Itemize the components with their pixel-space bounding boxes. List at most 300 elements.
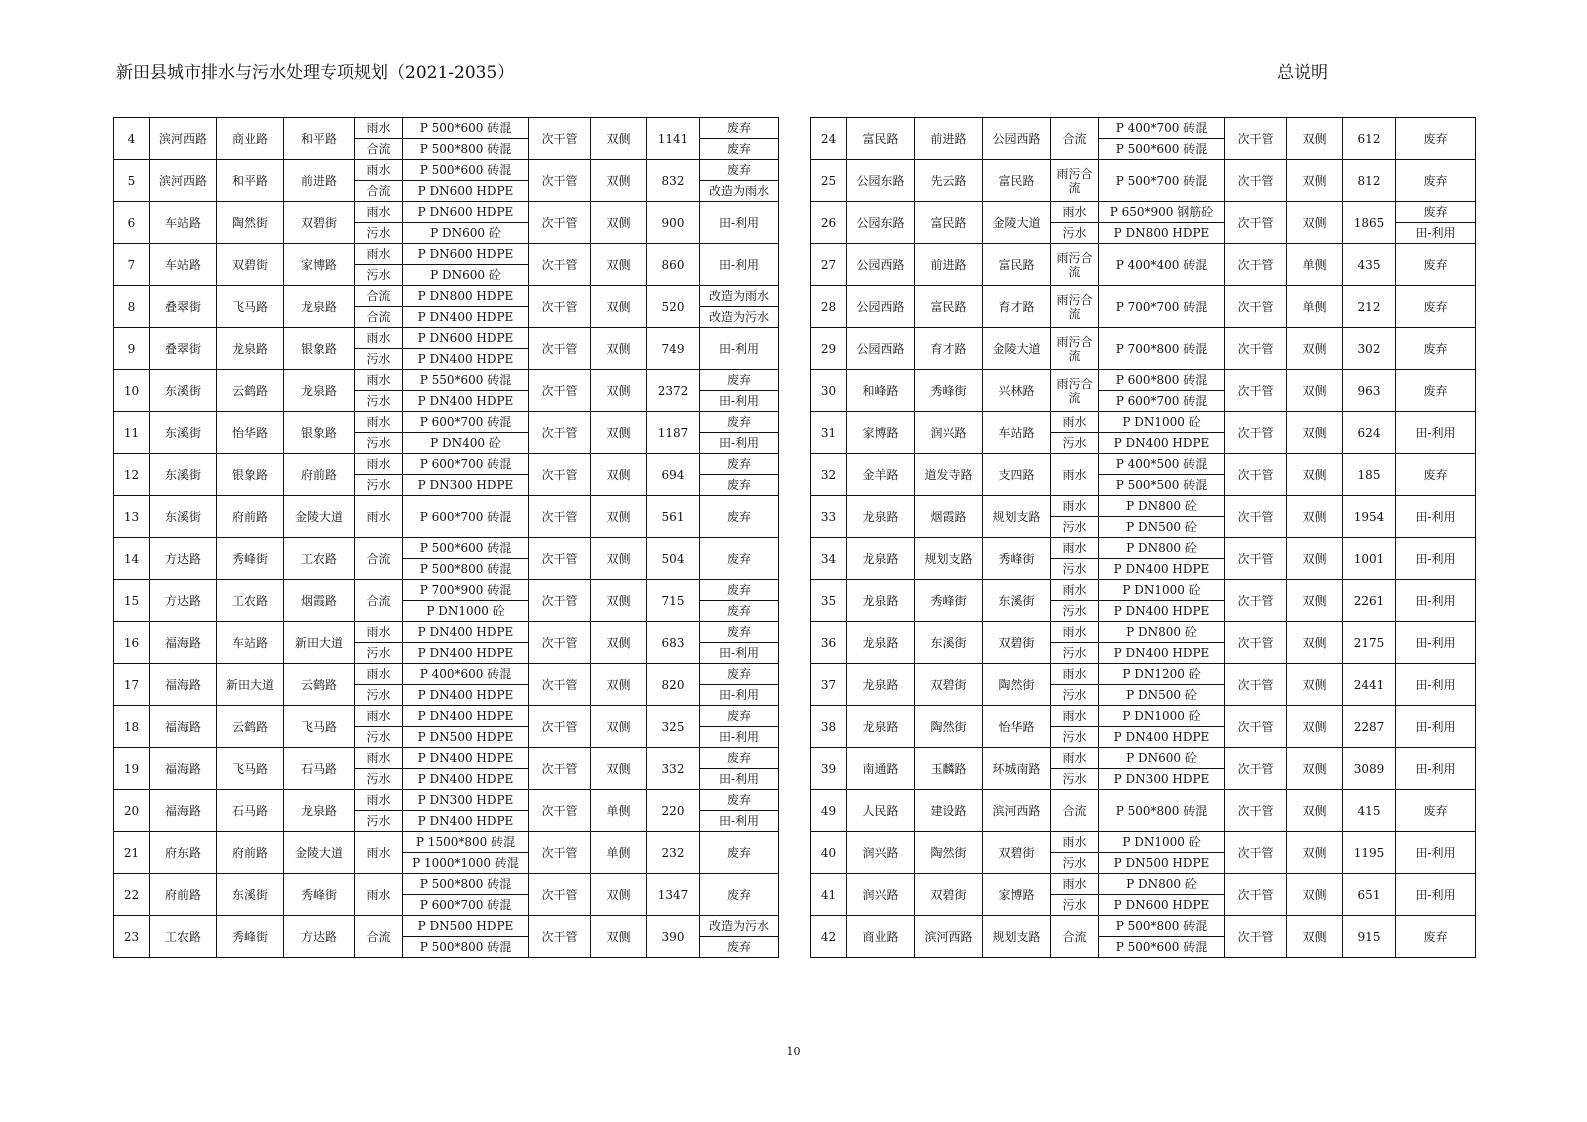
pipe-spec: P DN400 HDPE	[403, 811, 529, 832]
pipe-spec: P DN300 HDPE	[1099, 769, 1225, 790]
pipe-grade: 次干管	[529, 706, 591, 748]
laying-side: 双侧	[591, 370, 647, 412]
pipe-length: 212	[1343, 286, 1396, 328]
pipe-grade: 次干管	[529, 874, 591, 916]
pipe-type: 雨水	[1051, 580, 1099, 601]
table-row	[114, 412, 779, 433]
pipe-length: 820	[647, 664, 700, 706]
disposal-action: 废弃	[1396, 118, 1476, 160]
disposal-action: 废弃	[700, 475, 779, 496]
pipe-length: 3089	[1343, 748, 1396, 790]
pipe-type: 雨水	[1051, 454, 1099, 496]
disposal-action: 废弃	[700, 748, 779, 769]
disposal-action: 废弃	[700, 580, 779, 601]
row-number: 26	[811, 202, 847, 244]
road-name: 方达路	[150, 580, 217, 622]
pipe-spec: P 400*400 砖混	[1099, 244, 1225, 286]
road-name: 龙泉路	[847, 496, 915, 538]
pipe-type: 雨水	[355, 328, 403, 349]
pipe-spec: P DN300 HDPE	[403, 475, 529, 496]
table-row	[811, 328, 1476, 370]
pipe-spec: P DN600 HDPE	[403, 202, 529, 223]
road-name: 工农路	[150, 916, 217, 958]
pipe-spec: P DN800 砼	[1099, 496, 1225, 517]
road-name: 龙泉路	[847, 580, 915, 622]
pipe-type: 合流	[355, 916, 403, 958]
start-point: 东溪街	[217, 874, 284, 916]
start-point: 规划支路	[915, 538, 983, 580]
laying-side: 双侧	[591, 664, 647, 706]
table-row	[811, 118, 1476, 139]
end-point: 怡华路	[983, 706, 1051, 748]
disposal-action: 废弃	[700, 706, 779, 727]
pipe-spec: P 500*600 砖混	[403, 160, 529, 181]
road-name: 滨河西路	[150, 118, 217, 160]
table-row	[811, 244, 1476, 286]
pipe-spec: P DN300 HDPE	[403, 790, 529, 811]
start-point: 育才路	[915, 328, 983, 370]
start-point: 建设路	[915, 790, 983, 832]
end-point: 家博路	[284, 244, 355, 286]
road-name: 商业路	[847, 916, 915, 958]
start-point: 秀峰街	[915, 580, 983, 622]
laying-side: 双侧	[1287, 706, 1343, 748]
road-name: 福海路	[150, 706, 217, 748]
pipe-spec: P DN600 HDPE	[1099, 895, 1225, 916]
disposal-action: 废弃	[1396, 916, 1476, 958]
road-name: 东溪街	[150, 412, 217, 454]
pipe-grade: 次干管	[529, 412, 591, 454]
row-number: 34	[811, 538, 847, 580]
pipe-spec: P DN400 HDPE	[403, 706, 529, 727]
end-point: 支四路	[983, 454, 1051, 496]
disposal-action: 田-利用	[700, 391, 779, 412]
row-number: 36	[811, 622, 847, 664]
start-point: 先云路	[915, 160, 983, 202]
pipe-grade: 次干管	[1225, 664, 1287, 706]
disposal-action: 田-利用	[700, 685, 779, 706]
pipe-length: 504	[647, 538, 700, 580]
page-number: 10	[786, 1045, 801, 1058]
road-name: 公园西路	[847, 244, 915, 286]
end-point: 规划支路	[983, 916, 1051, 958]
pipe-spec: P DN800 HDPE	[403, 286, 529, 307]
pipe-length: 1001	[1343, 538, 1396, 580]
table-row	[114, 916, 779, 937]
pipe-type: 污水	[355, 769, 403, 790]
table-row	[114, 244, 779, 265]
pipe-length: 332	[647, 748, 700, 790]
laying-side: 双侧	[591, 874, 647, 916]
pipe-type: 雨水	[355, 832, 403, 874]
pipe-type: 污水	[1051, 517, 1099, 538]
row-number: 5	[114, 160, 150, 202]
pipe-type: 雨水	[1051, 496, 1099, 517]
table-row	[114, 538, 779, 559]
disposal-action: 改造为污水	[700, 307, 779, 328]
road-name: 府东路	[150, 832, 217, 874]
pipe-grade: 次干管	[529, 118, 591, 160]
pipe-grade: 次干管	[1225, 790, 1287, 832]
document-title: 新田县城市排水与污水处理专项规划（2021-2035）	[116, 63, 515, 83]
table-row	[811, 580, 1476, 601]
row-number: 16	[114, 622, 150, 664]
end-point: 兴林路	[983, 370, 1051, 412]
disposal-action: 废弃	[700, 139, 779, 160]
pipe-length: 963	[1343, 370, 1396, 412]
start-point: 陶然街	[217, 202, 284, 244]
disposal-action: 废弃	[1396, 160, 1476, 202]
pipe-type: 雨水	[355, 874, 403, 916]
start-point: 滨河西路	[915, 916, 983, 958]
pipe-spec: P 550*600 砖混	[403, 370, 529, 391]
road-name: 府前路	[150, 874, 217, 916]
road-name: 福海路	[150, 622, 217, 664]
pipe-spec: P 600*700 砖混	[403, 454, 529, 475]
table-row	[114, 496, 779, 538]
table-row	[114, 286, 779, 307]
pipe-type: 雨污合流	[1051, 286, 1099, 328]
road-name: 滨河西路	[150, 160, 217, 202]
pipe-type: 雨污合流	[1051, 328, 1099, 370]
pipe-type: 雨水	[355, 622, 403, 643]
pipe-length: 1141	[647, 118, 700, 160]
pipe-spec: P DN500 HDPE	[403, 727, 529, 748]
pipe-spec: P DN1200 砼	[1099, 664, 1225, 685]
pipe-table-left	[113, 117, 779, 958]
section-title: 总说明	[1277, 63, 1328, 83]
end-point: 烟霞路	[284, 580, 355, 622]
table-row	[811, 664, 1476, 685]
laying-side: 单侧	[591, 832, 647, 874]
start-point: 道发寺路	[915, 454, 983, 496]
pipe-type: 污水	[355, 475, 403, 496]
road-name: 龙泉路	[847, 538, 915, 580]
disposal-action: 改造为污水	[700, 916, 779, 937]
pipe-grade: 次干管	[1225, 370, 1287, 412]
end-point: 富民路	[983, 160, 1051, 202]
end-point: 银象路	[284, 328, 355, 370]
pipe-length: 415	[1343, 790, 1396, 832]
laying-side: 单侧	[1287, 286, 1343, 328]
pipe-type: 合流	[355, 307, 403, 328]
pipe-length: 2261	[1343, 580, 1396, 622]
pipe-grade: 次干管	[1225, 328, 1287, 370]
end-point: 龙泉路	[284, 370, 355, 412]
pipe-type: 雨水	[1051, 664, 1099, 685]
pipe-type: 合流	[1051, 790, 1099, 832]
end-point: 陶然街	[983, 664, 1051, 706]
table-row	[811, 916, 1476, 937]
table-row	[811, 286, 1476, 328]
pipe-length: 232	[647, 832, 700, 874]
pipe-spec: P DN400 HDPE	[403, 769, 529, 790]
row-number: 41	[811, 874, 847, 916]
pipe-grade: 次干管	[1225, 412, 1287, 454]
table-row	[114, 370, 779, 391]
road-name: 叠翠街	[150, 328, 217, 370]
pipe-type: 污水	[355, 685, 403, 706]
disposal-action: 田-利用	[700, 202, 779, 244]
start-point: 润兴路	[915, 412, 983, 454]
pipe-spec: P DN400 HDPE	[403, 349, 529, 370]
laying-side: 双侧	[591, 916, 647, 958]
pipe-spec: P 700*900 砖混	[403, 580, 529, 601]
end-point: 前进路	[284, 160, 355, 202]
table-row	[114, 454, 779, 475]
pipe-spec: P 500*600 砖混	[1099, 937, 1225, 958]
start-point: 府前路	[217, 832, 284, 874]
row-number: 10	[114, 370, 150, 412]
disposal-action: 田-利用	[1396, 580, 1476, 622]
pipe-spec: P DN500 砼	[1099, 685, 1225, 706]
disposal-action: 田-利用	[700, 433, 779, 454]
pipe-spec: P 1500*800 砖混	[403, 832, 529, 853]
pipe-spec: P 500*500 砖混	[1099, 475, 1225, 496]
row-number: 21	[114, 832, 150, 874]
laying-side: 双侧	[591, 412, 647, 454]
row-number: 28	[811, 286, 847, 328]
pipe-grade: 次干管	[529, 748, 591, 790]
table-row	[114, 328, 779, 349]
disposal-action: 废弃	[700, 538, 779, 580]
pipe-length: 1954	[1343, 496, 1396, 538]
disposal-action: 废弃	[700, 790, 779, 811]
disposal-action: 田-利用	[700, 244, 779, 286]
pipe-length: 612	[1343, 118, 1396, 160]
pipe-grade: 次干管	[1225, 202, 1287, 244]
laying-side: 单侧	[591, 790, 647, 832]
start-point: 烟霞路	[915, 496, 983, 538]
disposal-action: 废弃	[700, 160, 779, 181]
row-number: 18	[114, 706, 150, 748]
road-name: 家博路	[847, 412, 915, 454]
laying-side: 双侧	[591, 286, 647, 328]
pipe-grade: 次干管	[1225, 160, 1287, 202]
row-number: 49	[811, 790, 847, 832]
laying-side: 双侧	[1287, 916, 1343, 958]
table-row	[114, 790, 779, 811]
table-row	[811, 790, 1476, 832]
road-name: 公园东路	[847, 202, 915, 244]
pipe-length: 2287	[1343, 706, 1396, 748]
road-name: 东溪街	[150, 496, 217, 538]
pipe-type: 雨水	[1051, 832, 1099, 853]
row-number: 4	[114, 118, 150, 160]
table-row	[114, 832, 779, 853]
table-row	[114, 202, 779, 223]
pipe-type: 合流	[355, 139, 403, 160]
pipe-grade: 次干管	[529, 916, 591, 958]
pipe-grade: 次干管	[529, 580, 591, 622]
pipe-spec: P 500*800 砖混	[403, 559, 529, 580]
pipe-grade: 次干管	[529, 832, 591, 874]
disposal-action: 田-利用	[700, 328, 779, 370]
laying-side: 双侧	[591, 118, 647, 160]
pipe-type: 污水	[1051, 559, 1099, 580]
pipe-type: 雨水	[355, 454, 403, 475]
disposal-action: 废弃	[1396, 244, 1476, 286]
laying-side: 双侧	[591, 748, 647, 790]
laying-side: 双侧	[1287, 496, 1343, 538]
disposal-action: 废弃	[700, 832, 779, 874]
pipe-type: 雨水	[355, 160, 403, 181]
pipe-spec: P 600*700 砖混	[1099, 391, 1225, 412]
start-point: 工农路	[217, 580, 284, 622]
disposal-action: 废弃	[700, 622, 779, 643]
pipe-type: 雨水	[355, 244, 403, 265]
row-number: 24	[811, 118, 847, 160]
laying-side: 双侧	[591, 328, 647, 370]
road-name: 金羊路	[847, 454, 915, 496]
pipe-grade: 次干管	[1225, 286, 1287, 328]
pipe-length: 1347	[647, 874, 700, 916]
end-point: 云鹤路	[284, 664, 355, 706]
pipe-spec: P DN1000 砼	[1099, 412, 1225, 433]
pipe-length: 220	[647, 790, 700, 832]
pipe-type: 雨水	[355, 370, 403, 391]
laying-side: 双侧	[591, 160, 647, 202]
pipe-type: 污水	[1051, 223, 1099, 244]
pipe-type: 雨水	[1051, 202, 1099, 223]
end-point: 秀峰街	[284, 874, 355, 916]
laying-side: 双侧	[1287, 538, 1343, 580]
pipe-type: 污水	[355, 349, 403, 370]
pipe-spec: P DN400 HDPE	[403, 391, 529, 412]
row-number: 29	[811, 328, 847, 370]
pipe-spec: P DN500 HDPE	[403, 916, 529, 937]
pipe-spec: P 400*600 砖混	[403, 664, 529, 685]
pipe-length: 1865	[1343, 202, 1396, 244]
pipe-grade: 次干管	[1225, 244, 1287, 286]
pipe-spec: P DN600 砼	[1099, 748, 1225, 769]
end-point: 秀峰街	[983, 538, 1051, 580]
pipe-grade: 次干管	[529, 622, 591, 664]
pipe-length: 435	[1343, 244, 1396, 286]
pipe-type: 污水	[355, 643, 403, 664]
start-point: 双碧街	[915, 664, 983, 706]
road-name: 车站路	[150, 202, 217, 244]
pipe-type: 污水	[1051, 895, 1099, 916]
start-point: 双碧街	[915, 874, 983, 916]
pipe-length: 694	[647, 454, 700, 496]
start-point: 秀峰街	[915, 370, 983, 412]
pipe-type: 雨水	[355, 790, 403, 811]
row-number: 15	[114, 580, 150, 622]
laying-side: 双侧	[1287, 328, 1343, 370]
end-point: 规划支路	[983, 496, 1051, 538]
road-name: 车站路	[150, 244, 217, 286]
disposal-action: 田-利用	[1396, 706, 1476, 748]
pipe-spec: P 400*500 砖混	[1099, 454, 1225, 475]
pipe-type: 污水	[355, 223, 403, 244]
pipe-grade: 次干管	[529, 286, 591, 328]
pipe-grade: 次干管	[1225, 622, 1287, 664]
start-point: 飞马路	[217, 748, 284, 790]
table-row	[811, 538, 1476, 559]
disposal-action: 废弃	[1396, 790, 1476, 832]
start-point: 陶然街	[915, 832, 983, 874]
laying-side: 双侧	[1287, 832, 1343, 874]
disposal-action: 田-利用	[1396, 223, 1476, 244]
pipe-spec: P 600*700 砖混	[403, 496, 529, 538]
pipe-type: 污水	[1051, 643, 1099, 664]
pipe-spec: P 500*600 砖混	[403, 538, 529, 559]
road-name: 福海路	[150, 748, 217, 790]
pipe-length: 651	[1343, 874, 1396, 916]
end-point: 金陵大道	[284, 832, 355, 874]
road-name: 福海路	[150, 664, 217, 706]
pipe-type: 雨水	[1051, 748, 1099, 769]
road-name: 叠翠街	[150, 286, 217, 328]
start-point: 前进路	[915, 244, 983, 286]
pipe-type: 雨水	[355, 706, 403, 727]
pipe-type: 雨水	[1051, 538, 1099, 559]
pipe-grade: 次干管	[529, 370, 591, 412]
pipe-spec: P 1000*1000 砖混	[403, 853, 529, 874]
pipe-length: 2372	[647, 370, 700, 412]
end-point: 工农路	[284, 538, 355, 580]
road-name: 公园西路	[847, 328, 915, 370]
table-row	[811, 160, 1476, 202]
row-number: 12	[114, 454, 150, 496]
laying-side: 双侧	[1287, 790, 1343, 832]
laying-side: 双侧	[1287, 160, 1343, 202]
disposal-action: 田-利用	[1396, 496, 1476, 538]
pipe-type: 污水	[355, 391, 403, 412]
start-point: 云鹤路	[217, 706, 284, 748]
row-number: 20	[114, 790, 150, 832]
disposal-action: 废弃	[700, 601, 779, 622]
pipe-length: 390	[647, 916, 700, 958]
table-row	[811, 874, 1476, 895]
pipe-length: 2175	[1343, 622, 1396, 664]
end-point: 新田大道	[284, 622, 355, 664]
laying-side: 双侧	[1287, 412, 1343, 454]
end-point: 飞马路	[284, 706, 355, 748]
table-row	[114, 706, 779, 727]
end-point: 龙泉路	[284, 286, 355, 328]
table-row	[811, 412, 1476, 433]
pipe-spec: P 500*600 砖混	[403, 118, 529, 139]
table-row	[811, 454, 1476, 475]
pipe-grade: 次干管	[529, 496, 591, 538]
table-row	[811, 832, 1476, 853]
laying-side: 双侧	[1287, 118, 1343, 160]
disposal-action: 废弃	[700, 118, 779, 139]
start-point: 和平路	[217, 160, 284, 202]
disposal-action: 田-利用	[1396, 874, 1476, 916]
disposal-action: 废弃	[700, 412, 779, 433]
road-name: 龙泉路	[847, 622, 915, 664]
table-row	[114, 748, 779, 769]
pipe-spec: P 600*700 砖混	[403, 412, 529, 433]
disposal-action: 田-利用	[1396, 412, 1476, 454]
table-row	[114, 664, 779, 685]
pipe-type: 雨水	[1051, 706, 1099, 727]
end-point: 环城南路	[983, 748, 1051, 790]
disposal-action: 废弃	[1396, 286, 1476, 328]
end-point: 双碧街	[983, 832, 1051, 874]
row-number: 11	[114, 412, 150, 454]
pipe-spec: P DN800 HDPE	[1099, 223, 1225, 244]
pipe-type: 雨水	[1051, 622, 1099, 643]
pipe-type: 污水	[1051, 601, 1099, 622]
start-point: 石马路	[217, 790, 284, 832]
end-point: 双碧街	[284, 202, 355, 244]
pipe-length: 715	[647, 580, 700, 622]
end-point: 公园西路	[983, 118, 1051, 160]
